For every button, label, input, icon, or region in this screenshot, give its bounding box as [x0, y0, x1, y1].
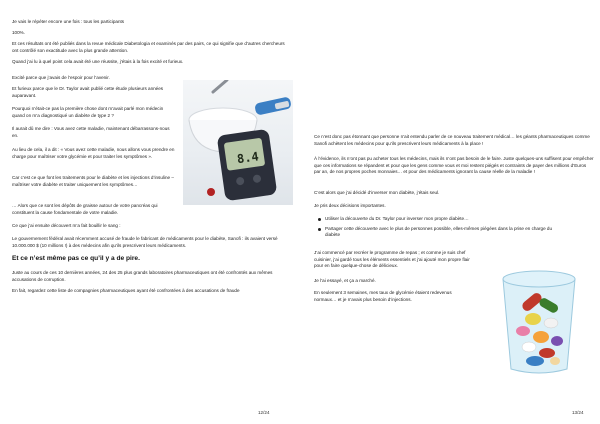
paragraph: 100%. [12, 30, 26, 35]
svg-text:8.4: 8.4 [236, 149, 260, 167]
paragraph: Je pris deux décisions importantes. [314, 203, 386, 208]
paragraph: En fait, regardez cette liste de compagnies pharmaceutiques ayant été confrontées à des accusations de fraude [12, 288, 240, 293]
decision-list [316, 216, 566, 242]
paragraph: Au lieu de cela, il a dit : « Vous avez cette maladie, nous allons vous prendre en charge pour maîtriser votre glycémie et pour traiter les symptômes ». [12, 147, 175, 159]
paragraph: Et ces résultats ont été publiés dans la revue médicale Diabetologia et examinés par des pairs, ce qui signifie que d’autres chercheurs ont contrôlé son exactitude avec la plus grande attention. [12, 41, 285, 53]
paragraph: Le gouvernement fédéral avait récemment accusé de fraude le fabricant de médicaments pour le diabète, Sanofi : ils avaient versé 10.000.000 $ (10 millions !) à des médecins afin qu’ils prescrivent leurs médicaments. [12, 236, 278, 248]
right-page [300, 0, 600, 424]
paragraph: C’est alors que j’ai décidé d’inverser mon diabète, j’étais seul. [314, 190, 440, 195]
paragraph: Et furieux parce que le Dr. Taylor avait publié cette étude plusieurs années auparavant. [12, 86, 164, 98]
paragraph: Il aurait dû me dire : Vous avez cette maladie, maintenant débarrassons-nous en. [12, 126, 170, 138]
page-number: 13/24 [572, 410, 584, 415]
section-heading: Et ce n’est même pas ce qu’il y a de pire. [12, 255, 140, 262]
glucometer-image [183, 80, 293, 205]
paragraph: Excité parce que j’avais de l’espoir pour l’avenir. [12, 75, 110, 80]
paragraph: À l’évidence, ils n’ont pas pu acheter tous les médecins, mais ils n’ont pas besoin de le faire. Juste quelques-uns suffisent pour empêcher que ces informations se répandent et pour que les gens comme vous et moi restent piégés et contraints de payer des millions d’Euros par an, de nos propres poches monnaies… et pour des médicaments ignorant la cause réelle de la maladie ! [314, 156, 594, 175]
paragraph: Ce que j’ai ensuite découvert m’a fait bouillir le sang : [12, 223, 121, 228]
paragraph: Je vais le répéter encore une fois : tous les participants [12, 19, 125, 24]
paragraph: Pourquoi n’était-ce pas la première chose dont m’avait parlé mon médecin quand on m’a diagnostiqué un diabète de type 2 ? [12, 106, 164, 118]
paragraph: Juste au cours de ces 10 dernières années, 24 des 25 plus grands laboratoires pharmaceutiques ont été confrontés aux mêmes accusations de corruption. [12, 270, 273, 282]
paragraph: Je l’ai essayé, et ça a marché. [314, 278, 376, 283]
paragraph: Car c’est ce que font les traitements pour le diabète et les injections d’insuline – maîtriser votre diabète et traiter uniquement les symptômes… [12, 175, 174, 187]
page-number: 12/24 [258, 410, 270, 415]
paragraph: En seulement 3 semaines, mes taux de glycémie étaient redevenus normaux… et je n’avais plus besoin d’injections. [314, 290, 452, 302]
glucometer-icon [183, 80, 293, 205]
list-item: Partager cette découverte avec le plus de personnes possible, elles-mêmes piégées dans la prise en charge du diabète [316, 226, 566, 239]
pills-image [493, 257, 585, 382]
paragraph: … Alors que ce sont les dépôts de graisse autour de votre pancréas qui constituent la cause fondamentale de votre maladie. [12, 203, 158, 215]
list-item: Utiliser la découverte du Dr. Taylor pour inverser mon propre diabète… [316, 216, 566, 223]
paragraph: Ce n’est donc pas étonnant que personne n’ait entendu parler de ce nouveau traitement médical… les géants pharmaceutiques comme Sanofi achètent les médecins pour qu’ils prescrivent leurs médicaments à la place ! [314, 134, 590, 146]
pill-glass-icon [493, 257, 585, 382]
paragraph: J’ai commencé par recréer le programme de repas ; et comme je suis chef cuisinier, j’ai gardé tous les éléments essentiels et j’ai ajouté mon propre flair pour en faire quelque-chose de délicieux. [314, 250, 470, 269]
paragraph: Quand j’ai lu à quel point cela avait été une réussite, j’étais à la fois excité et furieux. [12, 59, 184, 64]
